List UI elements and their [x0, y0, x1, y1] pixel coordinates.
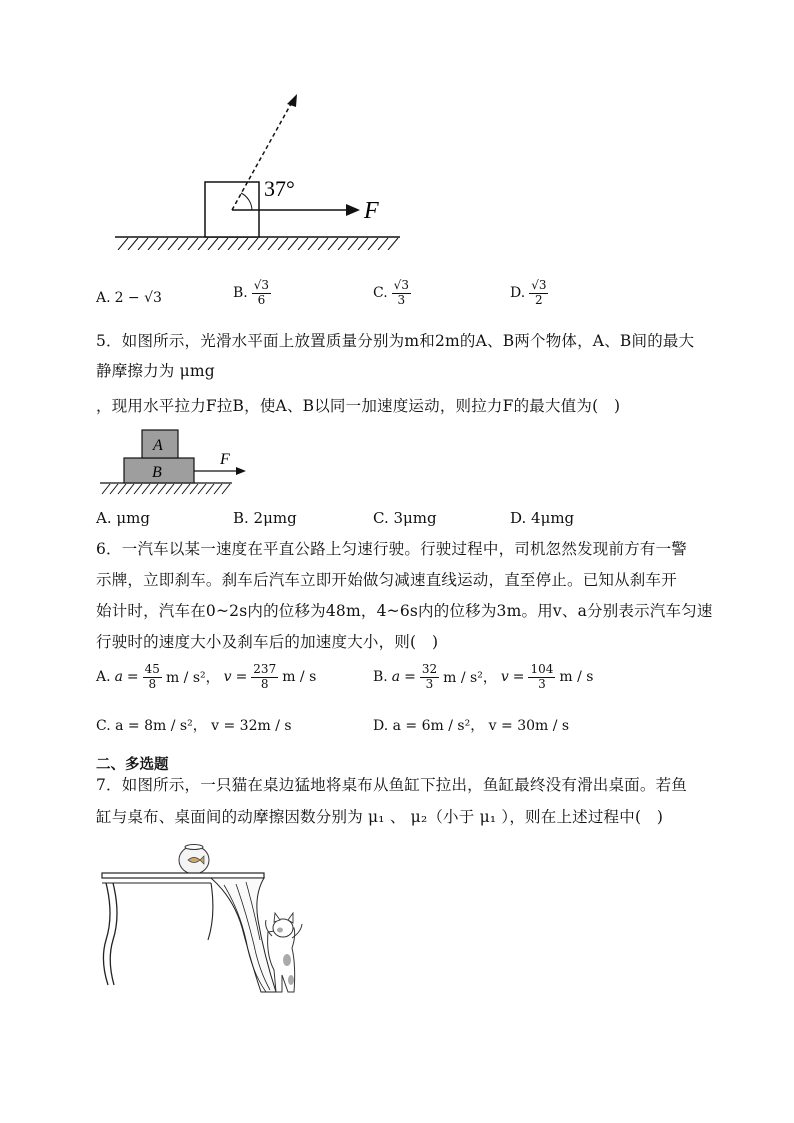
- q5-line-1: 5．如图所示，光滑水平面上放置质量分别为m和2m的A、B两个物体，A、B间的最大: [96, 332, 695, 350]
- q6-line-1: 6．一汽车以某一速度在平直公路上匀速行驶。行驶过程中，司机忽然发现前方有一警: [96, 540, 687, 558]
- q4-option-b-label: B.: [233, 285, 248, 302]
- q5-option-a[interactable]: A. μmg: [96, 509, 150, 527]
- q6-option-a-label: A.: [96, 669, 111, 686]
- q6-line-4: 行驶时的速度大小及刹车后的加速度大小，则( ): [96, 633, 439, 651]
- q4-option-b-fraction: $\frac{√3}{6}$: [253, 278, 270, 307]
- force-label: F: [364, 198, 379, 224]
- q4-option-d-label: D.: [510, 285, 526, 302]
- q4-option-b[interactable]: [233, 279, 271, 308]
- q6-option-b[interactable]: B. a = $\frac{32}{3}$ m / s²， v = $\frac{104}{3}$ m / s: [373, 662, 594, 691]
- section-title-multiple-choice: 二、多选题: [96, 757, 169, 773]
- figure-cat-tablecloth: [96, 840, 316, 1000]
- force-label-q5: F: [220, 451, 230, 468]
- q6-option-b-label: B.: [373, 669, 388, 686]
- q6-option-a[interactable]: A. a = $\frac{45}{8}$ m / s²， v = $\frac{237}{8}$ m / s: [96, 662, 317, 691]
- q4-option-d-fraction: $\frac{√3}{2}$: [531, 278, 547, 307]
- q6-option-c[interactable]: C. a = 8m / s²， v = 32m / s: [96, 718, 292, 734]
- q6-option-a-v-fraction: $\frac{237}{8}$: [253, 662, 277, 691]
- q4-option-d[interactable]: [510, 279, 548, 308]
- q4-option-c-fraction: $\frac{√3}{3}$: [393, 278, 409, 307]
- q6-line-2: 示牌，立即刹车。刹车后汽车立即开始做匀减速直线运动，直至停止。已知从刹车开: [96, 571, 677, 589]
- block-a-label: A: [153, 437, 163, 454]
- q5-line-2: 静摩擦力为 μmg: [96, 362, 215, 380]
- q5-option-b[interactable]: B. 2μmg: [233, 509, 297, 527]
- q6-option-b-v-fraction: $\frac{104}{3}$: [530, 662, 554, 691]
- q7-line-1: 7．如图所示，一只猫在桌边猛地将桌布从鱼缸下拉出，鱼缸最终没有滑出桌面。若鱼: [96, 776, 687, 794]
- q4-option-a[interactable]: [96, 290, 162, 306]
- fishbowl-icon: [179, 845, 209, 875]
- q4-option-a-expr: 2 − √3: [114, 290, 162, 306]
- q6-option-d[interactable]: D. a = 6m / s²， v = 30m / s: [373, 718, 570, 734]
- angle-label: 37°: [264, 176, 295, 201]
- q5-option-d[interactable]: D. 4μmg: [510, 509, 575, 527]
- figure-block-force-angle: [110, 90, 410, 250]
- q5-option-c[interactable]: C. 3μmg: [373, 509, 437, 527]
- q6-line-3: 始计时，汽车在0~2s内的位移为48m，4~6s内的位移为3m。用v、a分别表示汽车匀速: [96, 602, 713, 620]
- figure-stacked-blocks: [100, 428, 250, 500]
- q4-option-c[interactable]: [373, 279, 411, 308]
- q5-line-3: ，现用水平拉力F拉B，使A、B以同一加速度运动，则拉力F的最大值为( ): [96, 397, 621, 415]
- q6-option-a-a-fraction: $\frac{45}{8}$: [144, 662, 160, 691]
- q6-option-b-a-fraction: $\frac{32}{3}$: [421, 662, 438, 691]
- block-b-label: B: [152, 464, 162, 481]
- q4-option-c-label: C.: [373, 285, 388, 302]
- q4-option-a-label: A.: [96, 290, 111, 306]
- q7-line-2: 缸与桌布、桌面间的动摩擦因数分别为 μ₁ 、 μ₂（小于 μ₁ ），则在上述过程中( ): [96, 808, 664, 826]
